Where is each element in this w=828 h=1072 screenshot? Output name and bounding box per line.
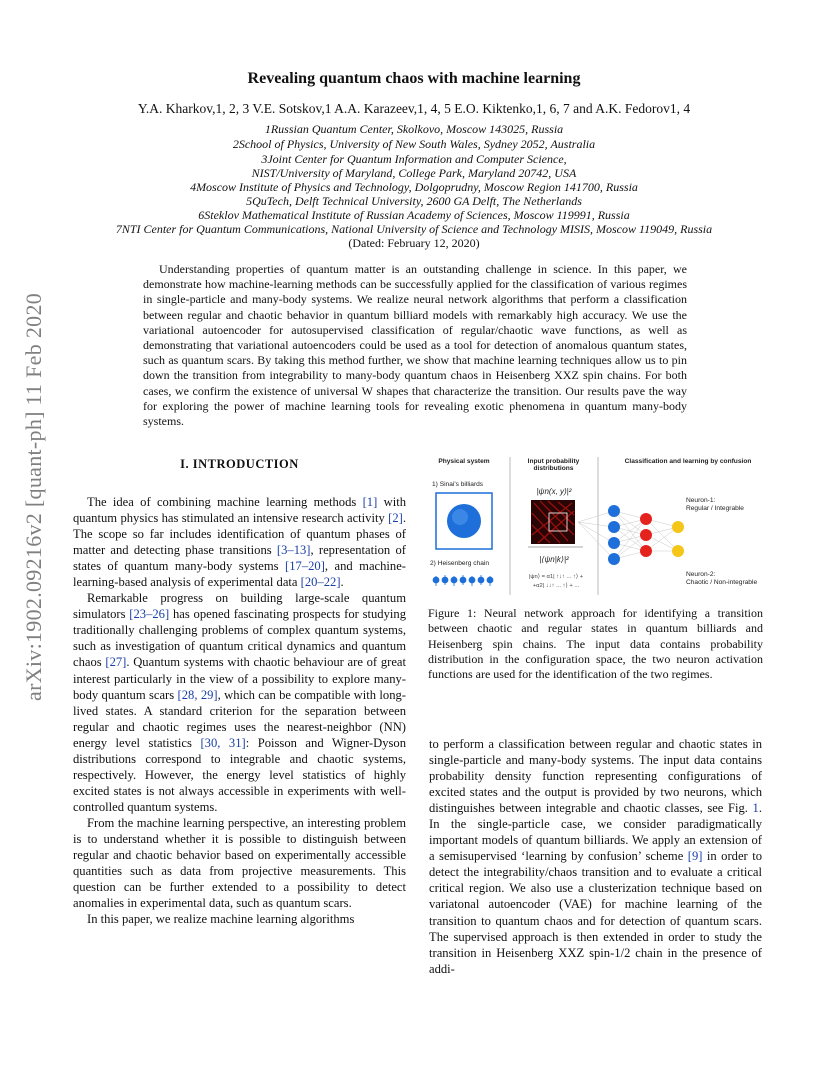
- affiliation: 6Steklov Mathematical Institute of Russian Academy of Sciences, Moscow 119991, Russia: [198, 208, 630, 222]
- citation-link[interactable]: [30, 31]: [200, 735, 246, 750]
- citation-link[interactable]: [9]: [687, 849, 703, 864]
- psi-k-label: |⟨ψn|k⟩|²: [539, 555, 569, 564]
- section-heading: I. INTRODUCTION: [180, 457, 299, 471]
- affiliation: 3Joint Center for Quantum Information and Computer Science,: [261, 152, 567, 166]
- left-column: [73, 494, 406, 927]
- figure-col1-heading: Physical system: [438, 458, 490, 465]
- citation-link[interactable]: [3–13]: [276, 543, 311, 558]
- paragraph: to perform a classification between regular and chaotic states in single-particle and many-body systems. The input data contains probability density function representing configurations of excited states and the output is provided by two neurons, which distinguishes between integrable and chaotic classes, see Fig. 1. In the single-particle case, we consider paradigmatically important models of quantum billiards. We apply an extension of a semisupervised ‘learning by confusion’ scheme [9] in order to detect the integrability/chaos transition and to evaluate a critical critical region. We also use a clusterization technique based on variatonal autoencoder (VAE) for machine learning of the transition to quantum chaos and for detection of quantum scars. The supervised approach is then extended in order to study the transition in Heisenberg XXZ spin-1/2 chain in the presence of addi-: [429, 737, 763, 976]
- paragraph: The idea of combining machine learning methods [1] with quantum physics has stimulated an intensive research activity [2]. The scope so far includes identification of quantum phases of matter and detecting phase transitions [3–13], representation of states of quantum many-body systems [17–20], and machine-learning-based analysis of experimental data [20–22].: [73, 495, 407, 590]
- spin-chain-icon: [433, 575, 493, 586]
- right-column: [429, 736, 762, 977]
- neuron2-description: Chaotic / Non-integrable: [686, 579, 758, 586]
- input-layer-neurons: [608, 505, 620, 565]
- citation-link[interactable]: [23–26]: [129, 607, 170, 622]
- arxiv-side-label: arXiv:1902.09216v2 [quant-ph] 11 Feb 2020: [21, 292, 46, 701]
- citation-link[interactable]: [2]: [388, 511, 403, 526]
- citation-link[interactable]: [27]: [105, 655, 127, 670]
- affiliation: 7NTI Center for Quantum Communications, National University of Science and Technology MISIS, Moscow 119049, Russia: [115, 222, 713, 236]
- paragraph: From the machine learning perspective, an interesting problem is to understand whether it is possible to distinguish between regular and chaotic behavior based on experimentally accessible quantities such as data from projective measurements. This question can be further extended to a possibility to detect anomalies in experimental data, such as quantum scars.: [73, 815, 406, 911]
- heisenberg-chain-label: 2) Heisenberg chain: [430, 560, 490, 567]
- psi-expansion-line1: |ψn⟩ = α1| ↑↓↑ ... ↑⟩ +: [528, 574, 584, 580]
- abstract-text: Understanding properties of quantum matter is an outstanding challenge in science. In this paper, we demonstrate how machine-learning methods can be successfully applied for the classification of various regimes in single-particle and many-body systems. We realize neural network algorithms that perform a classification between regular and chaotic behavior in quantum billiard models with remarkably high accuracy. We use the variational autoencoder for autosupervised classification of regular/chaotic wave functions, as well as demonstrating that variational autoencoders could be used as a tool for detection of anomalous quantum states, such as quantum scars. By taking this method further, we show that machine learning techniques allow us to pin down the transition from integrability to many-body quantum chaos in Heisenberg XXZ spin chains. For both cases, we confirm the existence of universal W shapes that characterize the transition. Our results pave the way for exploring the power of machine learning tools for revealing exotic phenomena in quantum many-body systems.: [143, 262, 687, 429]
- citation-link[interactable]: [28, 29]: [177, 687, 218, 702]
- output-layer-neurons: [672, 521, 684, 557]
- wavefunction-heatmap-image: [531, 500, 575, 544]
- neural-network-diagram: [578, 511, 678, 559]
- citation-link[interactable]: [17–20]: [285, 559, 325, 574]
- paragraph: Remarkable progress on building large-scale quantum simulators [23–26] has opened fascinating prospects for studying traditionally challenging problems of complex quantum systems, such as investigation of quantum critical dynamics and quantum chaos [27]. Quantum systems with chaotic behaviour are of great interest particularly in the view of a possibility to explore many-body quantum scars [28, 29], which can be compatible with long-lived states. A standard criterion for the separation between regular and chaotic regimes uses the nearest-neighbor (NN) energy level statistics [30, 31]: Poisson and Wigner-Dyson distributions correspond to integrable and chaotic systems, respectively. However, the energy level statistics of highly excited states is not always accessible in experiments with well-controlled quantum systems.: [73, 591, 407, 814]
- abstract: [143, 262, 687, 429]
- paragraph: In this paper, we realize machine learning algorithms: [87, 912, 355, 927]
- dated-line: (Dated: February 12, 2020): [348, 236, 480, 250]
- figure-caption: Figure 1: Neural network approach for identifying a transition between chaotic and regular states in quantum billiards and Heisenberg spin chains. The input data contains probability distribution in the configuration space, the two neuron activation functions are used for the identification of the two regimes.: [428, 606, 763, 682]
- neuron1-description: Regular / Integrable: [686, 505, 744, 512]
- paper-title: Revealing quantum chaos with machine learning: [247, 70, 581, 87]
- figure-col2-heading: Input probability distributions: [527, 458, 580, 472]
- affiliation: 5QuTech, Delft Technical University, 2600 GA Delft, The Netherlands: [246, 194, 582, 208]
- neuron1-label: Neuron-1:: [686, 497, 716, 504]
- affiliation: 4Moscow Institute of Physics and Technology, Dolgoprudny, Moscow Region 141700, Russia: [190, 180, 638, 194]
- figure-col3-heading: Classification and learning by confusion: [624, 458, 752, 465]
- figure-1: [428, 455, 766, 601]
- affiliation: 2School of Physics, University of New South Wales, Sydney 2052, Australia: [232, 137, 596, 151]
- affiliation: 1Russian Quantum Center, Skolkovo, Moscow 143025, Russia: [264, 122, 564, 136]
- figure-ref-link[interactable]: 1: [752, 801, 759, 816]
- figure-graphics: [428, 455, 766, 601]
- affiliation: NIST/University of Maryland, College Park, Maryland 20742, USA: [251, 166, 577, 180]
- psi-expansion-line2: +α2| ↓↓↑ ... ↑⟩ + ...: [532, 583, 580, 589]
- citation-link[interactable]: [1]: [362, 495, 378, 509]
- author-list: Y.A. Kharkov,1, 2, 3 V.E. Sotskov,1 A.A. Karazeev,1, 4, 5 E.O. Kiktenko,1, 6, 7 and A.K. Fedorov1, 4: [137, 101, 691, 116]
- neuron2-label: Neuron-2:: [686, 571, 716, 578]
- citation-link[interactable]: [20–22]: [300, 575, 341, 590]
- sinai-billiards-label: 1) Sinai's billiards: [432, 481, 484, 488]
- hidden-layer-neurons: [640, 513, 652, 557]
- psi-xy-label: |ψn(x, y)|²: [536, 487, 572, 496]
